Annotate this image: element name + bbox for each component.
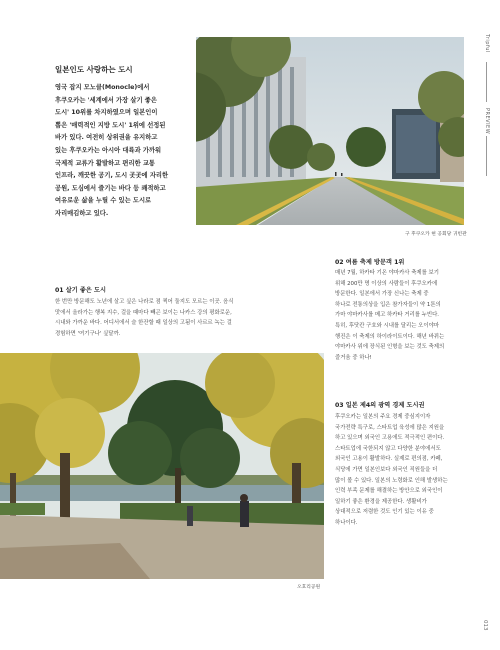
section3-line: 스타트업에 국한되지 않고 다양한 분야에서도: [335, 445, 441, 452]
intro-line: 여유로운 삶을 누릴 수 있는 도시로: [55, 197, 152, 205]
intro-line: 국제적 교류가 활발하고 편리한 교통: [55, 159, 156, 167]
boulevard-illustration: [196, 37, 464, 225]
page-number: 013: [482, 619, 488, 630]
intro-line: 후쿠오카는 '세계에서 가장 살기 좋은: [55, 96, 157, 104]
section3-line: 상대적으로 저렴한 것도 인기 있는 이유 중: [335, 509, 434, 516]
section2-line: 방문한다. 일본에서 가장 신나는 축제 중: [335, 291, 429, 298]
section1-line: 경험하면 '여기구나' 싶달까.: [55, 330, 121, 337]
section3-line: 외국인 고용이 활발하다. 실제로 편의점, 카페,: [335, 456, 443, 463]
header-rule-lower: [486, 136, 487, 176]
bottom-photo: [0, 353, 324, 579]
section1-body: [55, 297, 234, 339]
intro-line: 있는 후쿠오카는 아시아 대륙과 가까워: [55, 146, 162, 154]
intro-heading: 일본인도 사랑하는 도시: [55, 65, 133, 74]
intro-line: 영국 잡지 모노클(Monocle)에서: [55, 84, 150, 91]
top-photo: [196, 37, 464, 225]
section1-title: 01 살기 좋은 도시: [55, 287, 106, 294]
intro-line: 인프라, 깨끗한 공기, 도시 곳곳에 자리한: [55, 172, 169, 180]
section2-line: 가마 야마카사를 메고 하카타 거리를 누빈다.: [335, 312, 440, 319]
intro-line: 뽑은 '매력적인 지방 도시' 1위에 선정된: [55, 121, 166, 129]
section3-line: 식당에 가면 일본인보다 외국인 직원들을 더: [335, 466, 438, 473]
section3-title: 03 일본 제4의 광역 경제 도시권: [335, 402, 425, 409]
brand-label: Tripful: [484, 34, 490, 53]
intro-body: [55, 82, 187, 221]
section2-line: 특히, 후닷칸 구호와 시내를 달리는 오이야마: [335, 322, 440, 329]
park-illustration: [0, 353, 324, 579]
section3-line: 후쿠오카는 일본의 주요 경제 중심지이자: [335, 414, 431, 420]
section3-line: 하고 있으며 외국인 고용에도 적극적인 편이다.: [335, 435, 445, 442]
section2-line: 행진은 이 축제의 하이라이트이다. 해년 바뀌는: [335, 333, 445, 340]
section2-line: 하나로 전통의상을 입은 참가자들이 약 1톤의: [335, 301, 441, 308]
section2-line: 위해 200만 명 이상의 사람들이 후쿠오카에: [335, 280, 438, 287]
section3-line: 많이 볼 수 있다. 일본의 노령화로 인해 발생하는: [335, 477, 448, 484]
section1-line: 시내와 가까운 바다. 어디서에서 슬 한잔할 때 일상의 고됨이 사르르 녹는 걸: [55, 320, 232, 327]
intro-line: 도시' 10위를 차지하였으며 일본인이: [55, 109, 158, 117]
bottom-photo-caption: 오호리공원: [297, 585, 321, 590]
section-label: PREVIEW: [484, 108, 490, 135]
section1-line: 한 번만 방문해도 노년에 살고 싶은 나라로 점 찍어 둘지도 모르는 이곳. 음식: [55, 299, 234, 305]
intro-line: 공원, 도심에서 즐기는 바다 등 쾌적하고: [55, 184, 166, 192]
section3-line: 국가전략 특구로, 스타트업 육성에 많은 지원을: [335, 424, 445, 431]
header-rule: [486, 62, 487, 102]
intro-line: 바가 있다. 여전히 상위권을 유지하고: [55, 134, 158, 142]
section3-body: [335, 412, 448, 529]
section3-line: 하나이다.: [335, 519, 358, 526]
top-photo-caption: 구 후쿠오카 현 공회당 귀빈관: [405, 232, 467, 237]
section2-line: 즐거움 중 하나!: [335, 354, 372, 361]
section2-title: 02 여름 축제 방문객 1위: [335, 259, 405, 266]
section2-line: 야마카사 위에 장식된 인형을 보는 것도 축제의: [335, 344, 445, 351]
section2-line: 매년 7월, 하카타 기온 야마카사 축제를 보기: [335, 270, 439, 276]
section3-line: 인력 부족 문제를 해결하는 방안으로 외국인이: [335, 488, 443, 495]
section2-body: [335, 268, 444, 363]
section3-line: 일하기 좋은 환경을 제공한다. 생활비가: [335, 498, 427, 505]
intro-line: 자리매김하고 있다.: [55, 209, 109, 217]
section1-line: 맛에서 올라가는 행복 지수, 걸을 때마다 빼곤 보이는 나카스 강의 평화로운,: [55, 309, 232, 316]
